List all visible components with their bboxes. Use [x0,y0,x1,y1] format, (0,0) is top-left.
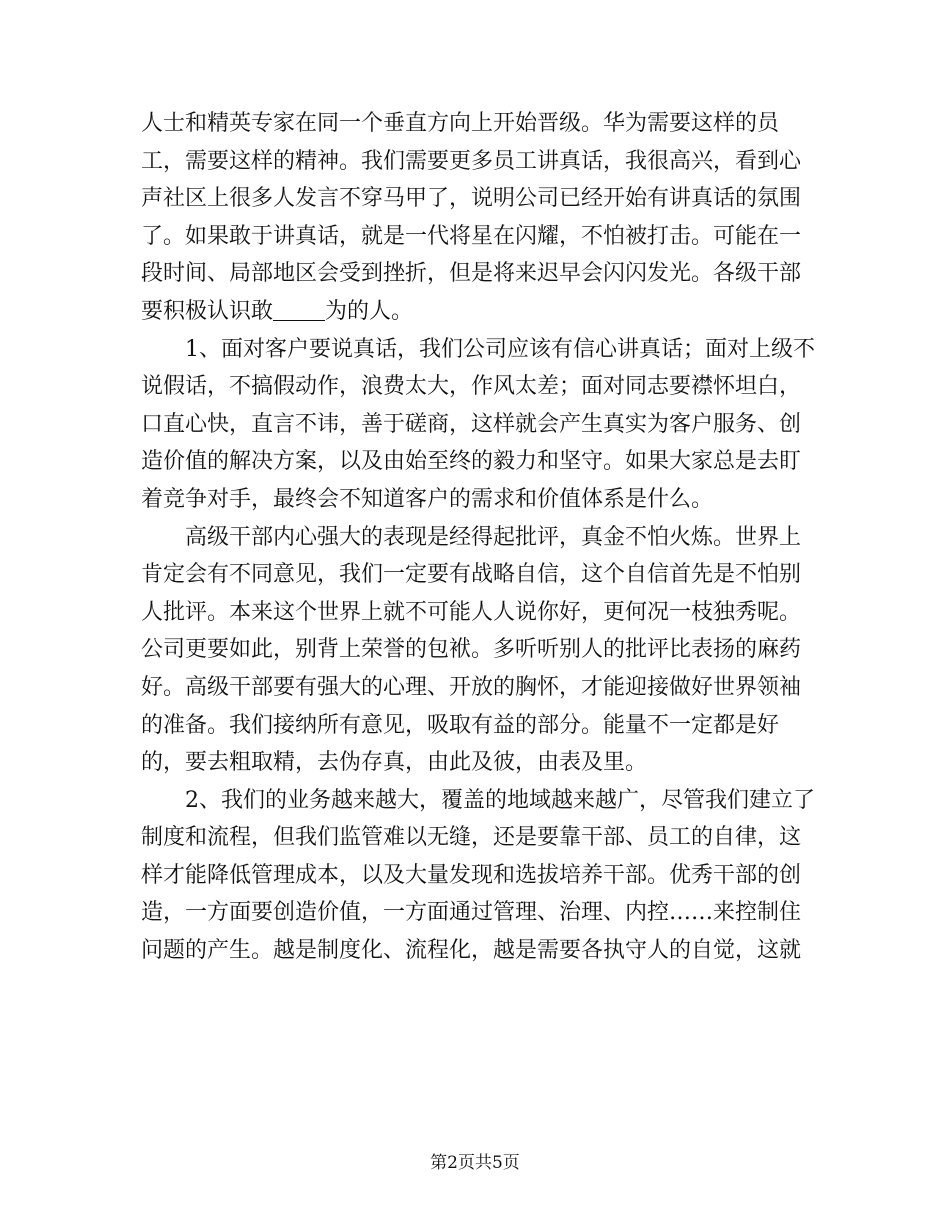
text-line: 声社区上很多人发言不穿马甲了，说明公司已经开始有讲真话的氛围 [141,186,802,212]
text-line: 1、面对客户要说真话，我们公司应该有信心讲真话；面对上级不 [185,336,815,362]
text-line: 问题的产生。越是制度化、流程化，越是需要各执守人的自觉，这就 [141,938,802,964]
text-line [141,293,821,331]
text-fragment: 为的人。 [325,298,414,324]
body-text [141,105,821,970]
text-line: 说假话，不搞假动作，浪费太大，作风太差；面对同志要襟怀坦白， [141,374,802,400]
text-line: 造，一方面要创造价值，一方面通过管理、治理、内控……来控制住 [141,900,802,926]
text-line: 好。高级干部要有强大的心理、开放的胸怀，才能迎接做好世界领袖 [141,674,802,700]
text-line: 工，需要这样的精神。我们需要更多员工讲真话，我很高兴，看到心 [141,148,802,174]
text-line: 肯定会有不同意见，我们一定要有战略自信，这个自信首先是不怕别 [141,562,802,588]
blank-underline [273,298,325,321]
text-line: 制度和流程，但我们监管难以无缝，还是要靠干部、员工的自律，这 [141,825,802,851]
text-fragment: 要积极认识敢 [141,298,274,324]
text-line: 段时间、局部地区会受到挫折，但是将来迟早会闪闪发光。各级干部 [141,261,802,287]
text-line: 公司更要如此，别背上荣誉的包袱。多听听别人的批评比表扬的麻药 [141,637,802,663]
text-line: 造价值的解决方案，以及由始至终的毅力和坚守。如果大家总是去盯 [141,449,802,475]
text-line: 的，要去粗取精，去伪存真，由此及彼，由表及里。 [141,750,648,776]
text-line: 样才能降低管理成本，以及大量发现和选拔培养干部。优秀干部的创 [141,862,802,888]
text-line: 人批评。本来这个世界上就不可能人人说你好，更何况一枝独秀呢。 [141,599,802,625]
page-number: 第2页共5页 [430,1153,520,1173]
text-line: 2、我们的业务越来越大，覆盖的地域越来越广，尽管我们建立了 [185,787,815,813]
text-line: 口直心快，直言不讳，善于磋商，这样就会产生真实为客户服务、创 [141,411,802,437]
text-line: 了。如果敢于讲真话，就是一代将星在闪耀，不怕被打击。可能在一 [141,223,802,249]
text-line: 的准备。我们接纳所有意见，吸取有益的部分。能量不一定都是好 [141,712,780,738]
text-line: 着竞争对手，最终会不知道客户的需求和价值体系是什么。 [141,486,714,512]
text-line: 人士和精英专家在同一个垂直方向上开始晋级。华为需要这样的员 [141,111,780,136]
text-line: 高级干部内心强大的表现是经得起批评，真金不怕火炼。世界上 [185,524,802,550]
